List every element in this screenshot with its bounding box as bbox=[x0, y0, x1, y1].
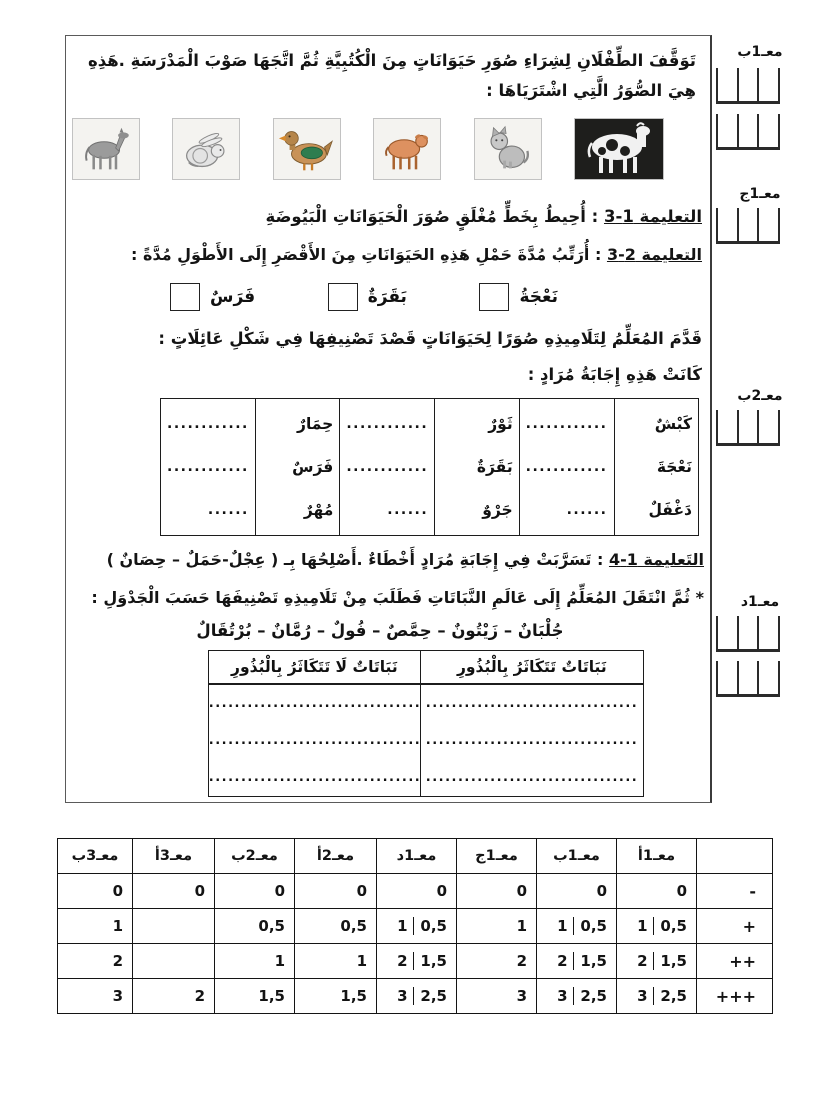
instruction-3-1-label: التعليمة 1-3 bbox=[603, 207, 702, 226]
score-cell: 0 bbox=[617, 874, 697, 909]
duck-icon bbox=[276, 123, 338, 175]
score-subcell: 2,5 bbox=[653, 987, 696, 1005]
answer-blank[interactable]: ................................. bbox=[420, 685, 643, 722]
score-cell: 2 bbox=[457, 944, 537, 979]
score-grid bbox=[57, 838, 773, 1014]
instruction-3-2 bbox=[80, 241, 702, 269]
animal-image-cat bbox=[474, 118, 542, 180]
score-cell: 0,5 bbox=[215, 909, 295, 944]
score-header-1a: معـ1أ bbox=[617, 839, 697, 874]
family-cell: حِمَارٌ bbox=[297, 415, 334, 434]
score-subcell: 1,5 bbox=[413, 952, 456, 970]
score-cell: 0 bbox=[215, 874, 295, 909]
answer-blank[interactable]: ................................. bbox=[208, 696, 422, 711]
animal-families-table bbox=[160, 398, 699, 536]
plants-row bbox=[209, 722, 643, 759]
answer-blank[interactable]: ............ bbox=[525, 458, 608, 475]
score-cell-split bbox=[537, 909, 617, 944]
family-cell: ثَوْرٌ bbox=[488, 415, 513, 434]
score-cell-split bbox=[617, 979, 697, 1014]
animal-image-horse bbox=[72, 118, 140, 180]
score-comb bbox=[716, 616, 780, 652]
score-cell-split bbox=[617, 909, 697, 944]
score-cell-split bbox=[537, 979, 617, 1014]
plants-list-line: جُلْبَانٌ – زَيْتُونٌ – حِمَّصٌ – فُولٌ – رُمَّانٌ – بُرْتُقَالٌ bbox=[196, 621, 564, 640]
score-cell: 0 bbox=[377, 874, 457, 909]
score-cell: 1 bbox=[295, 944, 377, 979]
score-cell: 2 bbox=[58, 944, 133, 979]
score-header-2a: معـ2أ bbox=[295, 839, 377, 874]
order-checkbox-ewe[interactable] bbox=[479, 283, 509, 311]
score-header-1d: معـ1د bbox=[377, 839, 457, 874]
score-subcell: 2 bbox=[557, 952, 568, 970]
plants-table bbox=[208, 650, 644, 797]
instruction-4-1-text: : تَسَرَّبَتْ فِي إِجَابَةِ مُرَادٍ أَخْطَاءٌ .أَصْلِحُهَا بِـ ( عِجْلٌ-حَمَلٌ – حِصَانٌ ) bbox=[106, 550, 609, 569]
score-subcell: 2,5 bbox=[413, 987, 456, 1005]
answer-blank[interactable]: ............ bbox=[167, 458, 249, 475]
instruction-3-2-label: التعليمة 2-3 bbox=[606, 245, 702, 264]
score-cell bbox=[133, 909, 215, 944]
score-cell: 1,5 bbox=[295, 979, 377, 1014]
instruction-4-1 bbox=[80, 546, 704, 574]
score-comb bbox=[716, 208, 780, 244]
score-header-corner bbox=[697, 839, 773, 874]
plants-header-no-seeds: نَبَاتَاتٌ لَا تَتَكَاثَرُ بِالْبُذُورِ bbox=[231, 658, 398, 676]
instruction-3-1 bbox=[80, 202, 702, 232]
mourad-line: كَانَتْ هَذِهِ إِجَابَةُ مُرَادٍ : bbox=[527, 365, 702, 384]
animal-image-duck bbox=[273, 118, 341, 180]
family-cell: مُهْرٌ bbox=[303, 500, 334, 519]
horse-icon bbox=[75, 123, 137, 175]
score-subcell: 2 bbox=[637, 952, 648, 970]
score-cell: 1,5 bbox=[215, 979, 295, 1014]
family-col-blank-2 bbox=[339, 399, 434, 535]
margin-label-m1b: معـ1ب bbox=[737, 44, 783, 60]
family-cell: كَبْشٌ bbox=[654, 415, 692, 434]
score-cell-split bbox=[617, 944, 697, 979]
order-item-ewe-label: نَعْجَةُ bbox=[519, 287, 558, 307]
score-subcell: 1,5 bbox=[573, 952, 616, 970]
score-comb bbox=[716, 114, 780, 150]
score-cell: 0 bbox=[58, 874, 133, 909]
score-subcell: 1 bbox=[637, 917, 648, 935]
score-cell-split bbox=[377, 979, 457, 1014]
score-cell-split bbox=[377, 909, 457, 944]
order-item-mare bbox=[170, 283, 255, 311]
intro-paragraph: تَوَقَّفَ الطِّفْلَانِ لِشِرَاءِ صُوَرِ حَيَوَانَاتٍ مِنَ الْكُتُبِيَّةِ ثُمَّ اتَّجَهَا صَوْبَ الْمَدْرَسَةِ .هَذِهِ هِيَ الصُّوَرُ الَّتِي اشْتَرَيَاهَا : bbox=[87, 51, 696, 100]
score-subcell: 1 bbox=[397, 917, 408, 935]
score-subcell: 3 bbox=[397, 987, 408, 1005]
score-subcell: 1 bbox=[557, 917, 568, 935]
score-row-label: ++ bbox=[697, 944, 773, 979]
animal-image-sheep bbox=[373, 118, 441, 180]
answer-blank[interactable]: ................................. bbox=[420, 759, 643, 796]
answer-blank[interactable]: ................................. bbox=[208, 770, 422, 785]
answer-blank[interactable]: ...... bbox=[566, 501, 608, 518]
family-cell: فَرَسٌ bbox=[292, 457, 334, 476]
score-subcell: 3 bbox=[557, 987, 568, 1005]
score-cell: 0 bbox=[537, 874, 617, 909]
gestation-order-row bbox=[170, 281, 558, 313]
instruction-4-1-label: التَعليمة 1-4 bbox=[608, 550, 704, 569]
instruction-3-1-text: : أُحِيطُ بِخَطٍّ مُغْلَقٍ صُوَرَ الْحَيَوَانَاتِ الْبَيُوضَةِ bbox=[265, 207, 604, 226]
score-header-3a: معـ3أ bbox=[133, 839, 215, 874]
family-col-cattle bbox=[434, 399, 519, 535]
order-checkbox-cow[interactable] bbox=[328, 283, 358, 311]
score-row-plus bbox=[58, 909, 773, 944]
score-header-2b: معـ2ب bbox=[215, 839, 295, 874]
family-col-blank-3 bbox=[161, 399, 255, 535]
plants-table-header bbox=[209, 651, 643, 685]
answer-blank[interactable]: ............ bbox=[346, 416, 429, 433]
answer-blank[interactable]: ................................. bbox=[420, 722, 643, 759]
score-header-3b: معـ3ب bbox=[58, 839, 133, 874]
score-cell-split bbox=[377, 944, 457, 979]
margin-label-m2b: معـ2ب bbox=[737, 388, 783, 404]
cat-icon bbox=[477, 123, 539, 175]
cow-icon bbox=[577, 121, 661, 177]
animal-image-cow bbox=[574, 118, 664, 180]
score-cell: 0 bbox=[295, 874, 377, 909]
score-row-label: +++ bbox=[697, 979, 773, 1014]
score-subcell: 0,5 bbox=[653, 917, 696, 935]
score-cell: 3 bbox=[457, 979, 537, 1014]
margin-label-m1d: معـ1د bbox=[740, 594, 780, 610]
score-header-1b: معـ1ب bbox=[537, 839, 617, 874]
family-cell: جَرْوٌ bbox=[482, 500, 513, 519]
order-checkbox-mare[interactable] bbox=[170, 283, 200, 311]
family-col-equine bbox=[255, 399, 340, 535]
rabbit-icon bbox=[175, 123, 237, 175]
order-item-cow-label: بَقَرَةٌ bbox=[367, 287, 407, 307]
plants-row bbox=[209, 759, 643, 796]
score-subcell: 2,5 bbox=[573, 987, 616, 1005]
score-subcell: 2 bbox=[397, 952, 408, 970]
score-header-1j: معـ1ج bbox=[457, 839, 537, 874]
teacher-line: قَدَّمَ المُعَلِّمُ لِتَلَامِيذِهِ صُوَرًا لِحَيَوَانَاتٍ قَصْدَ تَصْنِيفِهَا فِي شَكْلِ عَائِلَاتٍ : bbox=[158, 329, 702, 348]
score-cell: 0 bbox=[133, 874, 215, 909]
animal-pictures-row bbox=[72, 117, 664, 181]
order-item-cow bbox=[328, 283, 407, 311]
score-cell: 1 bbox=[457, 909, 537, 944]
score-cell-split bbox=[537, 944, 617, 979]
score-cell: 0 bbox=[457, 874, 537, 909]
score-comb bbox=[716, 410, 780, 446]
plants-row bbox=[209, 685, 643, 722]
margin-label-m1j: معـ1ج bbox=[739, 186, 781, 202]
score-row-label: - bbox=[697, 874, 773, 909]
score-comb bbox=[716, 68, 780, 104]
score-row-plus2 bbox=[58, 944, 773, 979]
family-cell: نَعْجَةَ bbox=[656, 457, 692, 476]
score-cell: 2 bbox=[133, 979, 215, 1014]
score-cell: 3 bbox=[58, 979, 133, 1014]
order-item-mare-label: فَرَسٌ bbox=[210, 287, 256, 307]
sheep-icon bbox=[376, 123, 438, 175]
answer-blank[interactable]: ............ bbox=[525, 416, 608, 433]
score-cell bbox=[133, 944, 215, 979]
score-cell: 0,5 bbox=[295, 909, 377, 944]
score-subcell: 0,5 bbox=[413, 917, 456, 935]
family-cell: بَقَرَةٌ bbox=[476, 457, 513, 476]
score-cell: 1 bbox=[215, 944, 295, 979]
animal-image-rabbit bbox=[172, 118, 240, 180]
family-col-sheep bbox=[614, 399, 699, 535]
plants-intro-line: * ثُمَّ انْتَقَلَ المُعَلِّمُ إِلَى عَالَمِ النَّبَاتَاتِ فَطَلَبَ مِنْ تَلَامِيذِهِ تَصْنِيفَهَا حَسَبَ الْجَدْوَلِ : bbox=[91, 588, 704, 607]
family-cell: دَغْفَلٌ bbox=[648, 500, 692, 519]
answer-blank[interactable]: ...... bbox=[207, 501, 249, 518]
score-row-plus3 bbox=[58, 979, 773, 1014]
score-cell: 1 bbox=[58, 909, 133, 944]
score-row-label: + bbox=[697, 909, 773, 944]
plants-header-seeds: نَبَاتَاتٌ تَتَكَاثَرُ بِالْبُذُورِ bbox=[420, 651, 643, 683]
answer-blank[interactable]: ............ bbox=[346, 458, 429, 475]
instruction-3-2-text: : أُرَتِّبُ مُدَّةَ حَمْلِ هَذِهِ الحَيَوَانَاتِ مِنَ الأَقْصَرِ إِلَى الأَطْوَلِ مُدَّةً : bbox=[131, 245, 607, 264]
answer-blank[interactable]: ............ bbox=[167, 416, 249, 433]
family-col-blank-1 bbox=[519, 399, 614, 535]
score-header-row bbox=[58, 839, 773, 874]
score-comb bbox=[716, 661, 780, 697]
answer-blank[interactable]: ...... bbox=[387, 501, 429, 518]
answer-blank[interactable]: ................................. bbox=[208, 733, 422, 748]
score-subcell: 3 bbox=[637, 987, 648, 1005]
score-row-minus bbox=[58, 874, 773, 909]
score-subcell: 1,5 bbox=[653, 952, 696, 970]
score-subcell: 0,5 bbox=[573, 917, 616, 935]
order-item-ewe bbox=[479, 283, 558, 311]
